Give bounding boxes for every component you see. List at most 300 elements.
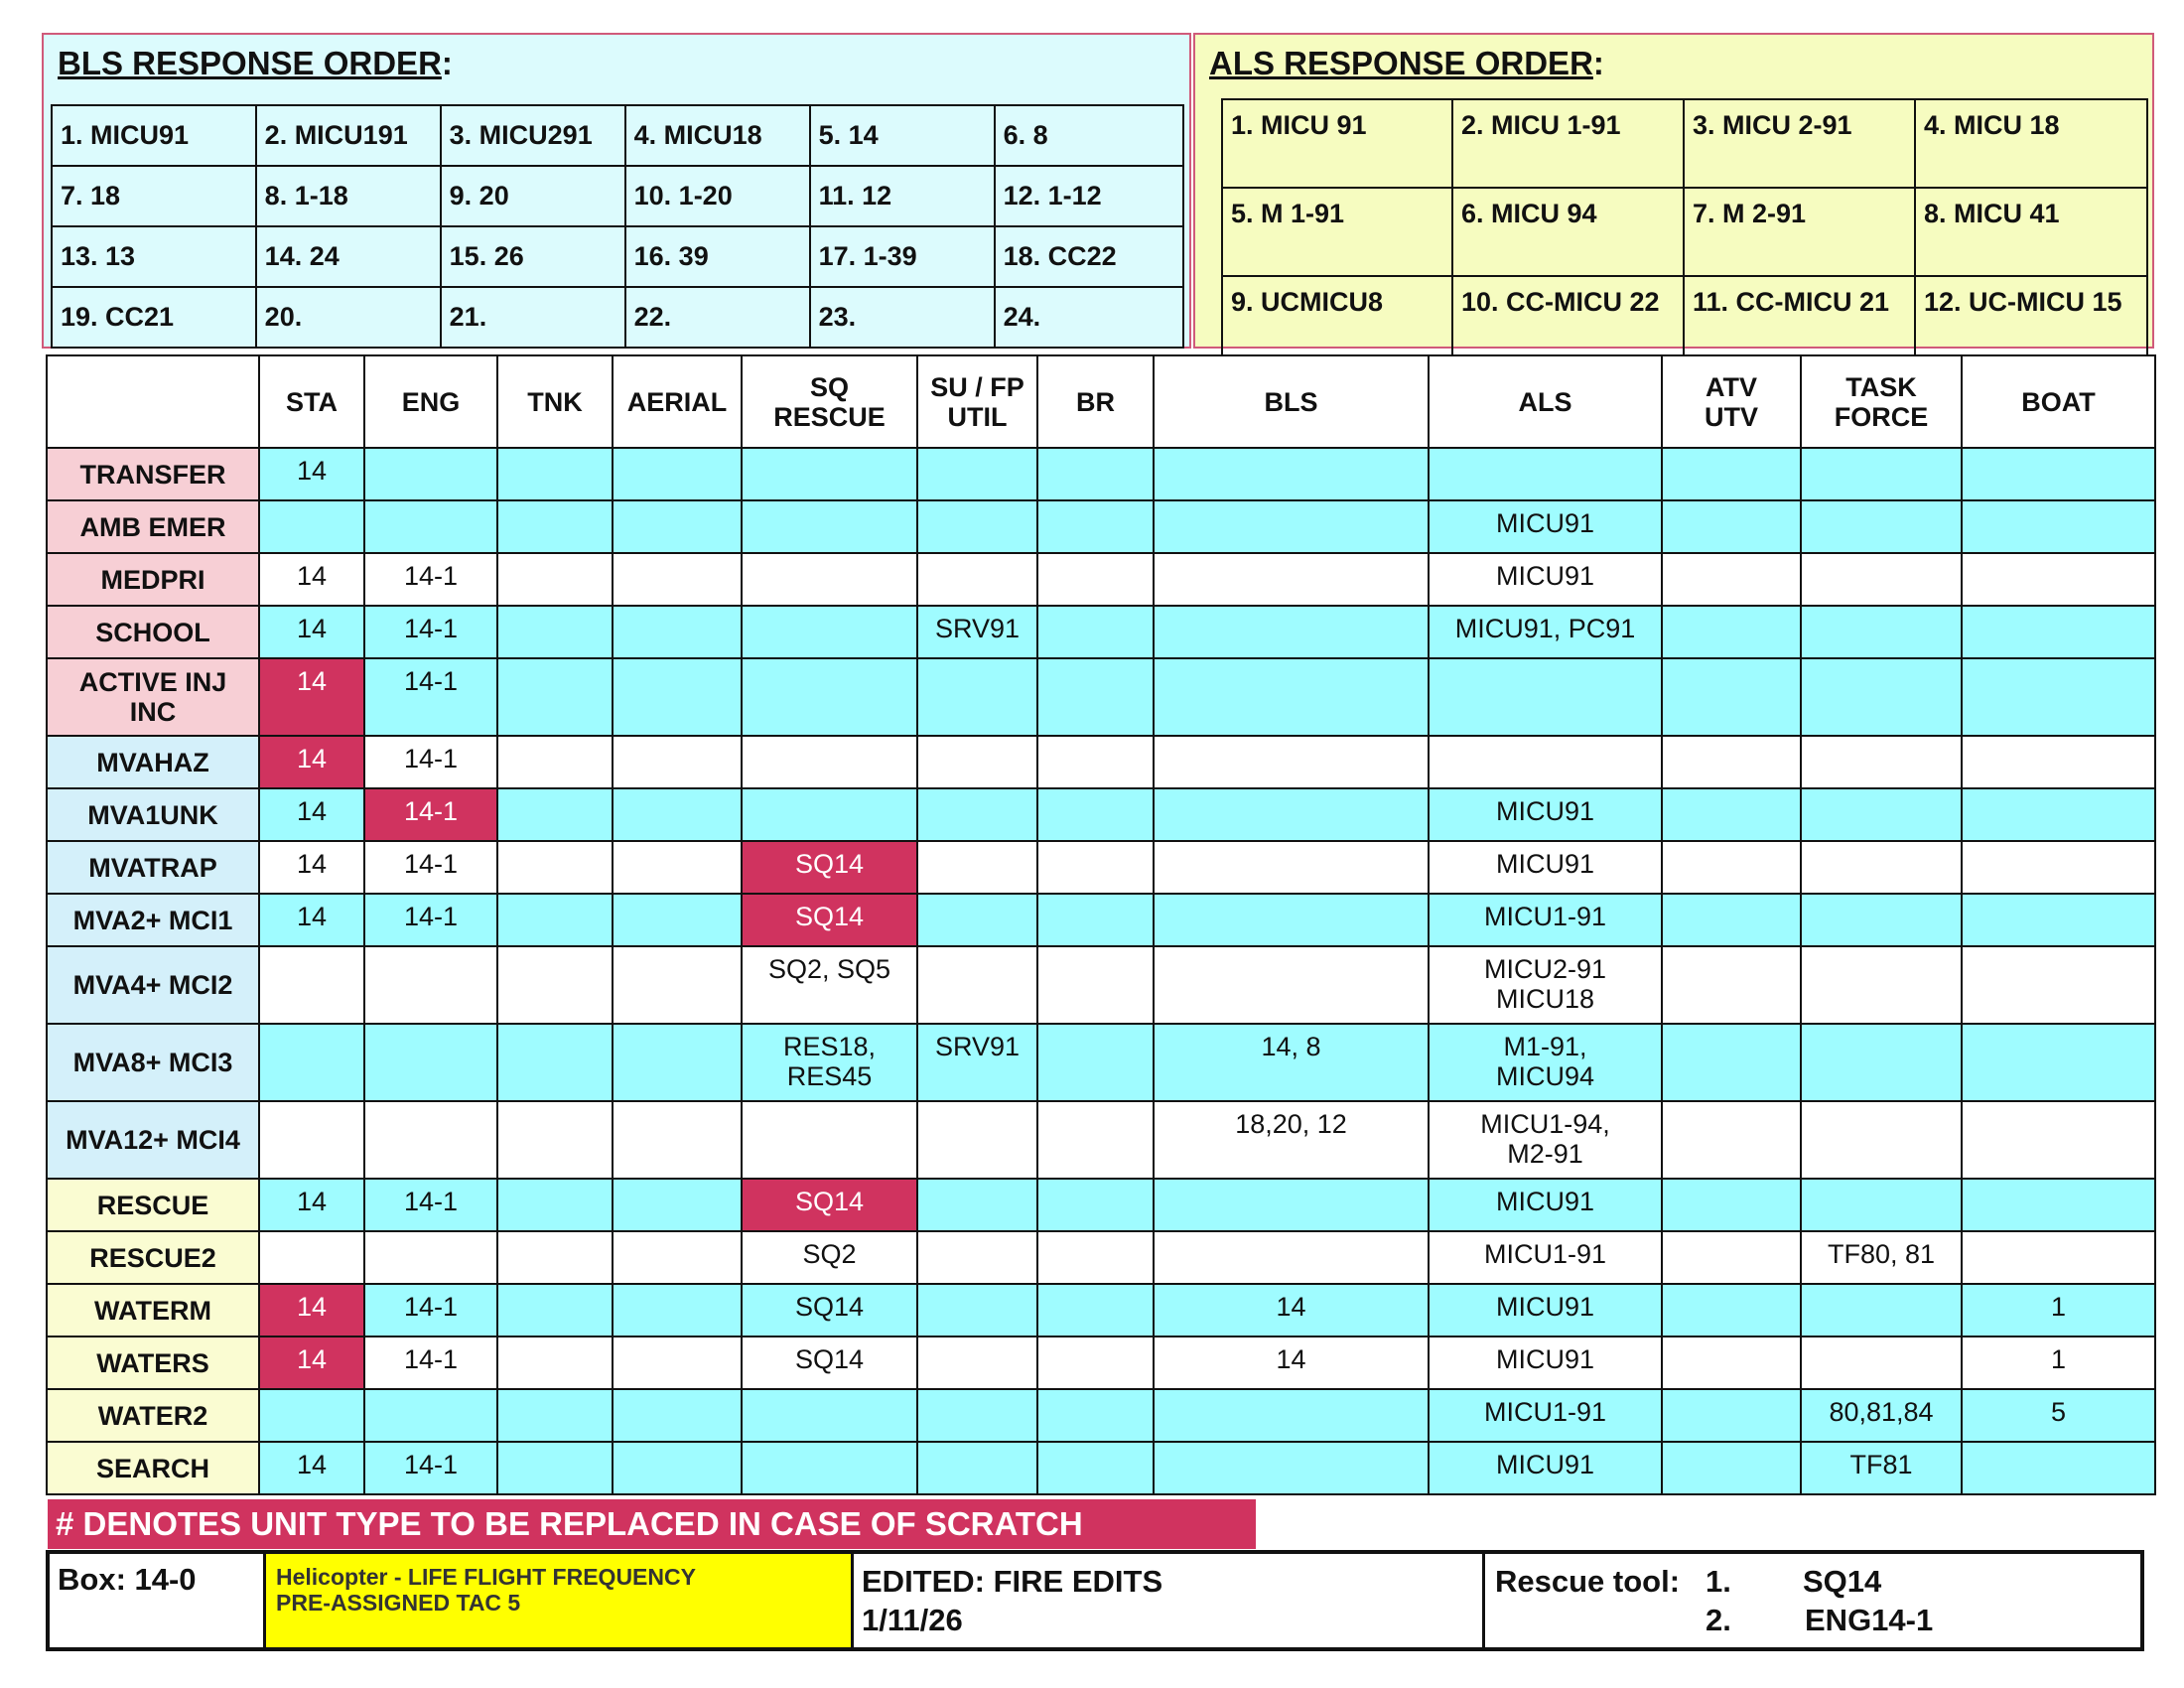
table-cell xyxy=(917,1336,1037,1389)
table-cell xyxy=(1962,1179,2155,1231)
row-label: AMB EMER xyxy=(47,500,259,553)
table-cell: MICU91 xyxy=(1429,841,1662,894)
table-cell xyxy=(1037,946,1154,1024)
bls-order-cell: 11. 12 xyxy=(810,166,995,226)
table-cell xyxy=(1662,1231,1801,1284)
table-cell: TF81 xyxy=(1801,1442,1962,1494)
table-cell xyxy=(917,658,1037,736)
helicopter-line-1: Helicopter - LIFE FLIGHT FREQUENCY xyxy=(276,1564,696,1590)
table-cell xyxy=(1801,788,1962,841)
rescue-tool-1: SQ14 xyxy=(1803,1564,1882,1599)
table-cell xyxy=(497,1024,613,1101)
table-cell: SQ2 xyxy=(742,1231,917,1284)
table-cell xyxy=(917,894,1037,946)
table-cell xyxy=(742,606,917,658)
table-cell: MICU1-91 xyxy=(1429,1231,1662,1284)
edited-line-1: EDITED: FIRE EDITS xyxy=(862,1564,1163,1599)
table-cell xyxy=(1662,1024,1801,1101)
table-cell xyxy=(613,1024,742,1101)
table-cell xyxy=(1962,894,2155,946)
als-order-grid xyxy=(1221,98,2148,365)
table-cell xyxy=(1429,736,1662,788)
table-cell: 14, 8 xyxy=(1154,1024,1429,1101)
table-cell xyxy=(1662,946,1801,1024)
table-cell xyxy=(1154,553,1429,606)
table-cell xyxy=(1662,606,1801,658)
table-cell xyxy=(1962,448,2155,500)
table-cell xyxy=(1037,606,1154,658)
bls-order-row xyxy=(52,105,1183,166)
table-cell xyxy=(497,1284,613,1336)
table-cell xyxy=(1154,1231,1429,1284)
table-cell xyxy=(917,1231,1037,1284)
table-cell: 18,20, 12 xyxy=(1154,1101,1429,1179)
row-label: MVA4+ MCI2 xyxy=(47,946,259,1024)
row-label: ACTIVE INJ INC xyxy=(47,658,259,736)
table-cell xyxy=(1154,788,1429,841)
table-cell xyxy=(1801,553,1962,606)
table-cell xyxy=(613,1389,742,1442)
table-cell xyxy=(259,1101,364,1179)
row-label: MVA1UNK xyxy=(47,788,259,841)
table-cell xyxy=(613,946,742,1024)
table-cell: 14 xyxy=(259,788,364,841)
bls-order-cell: 1. MICU91 xyxy=(52,105,256,166)
bls-order-cell: 2. MICU191 xyxy=(256,105,441,166)
table-cell: 14-1 xyxy=(364,606,497,658)
table-cell xyxy=(1801,448,1962,500)
table-cell xyxy=(1154,448,1429,500)
rescue-tool-2-number: 2. xyxy=(1706,1603,1731,1637)
bls-order-cell: 10. 1-20 xyxy=(625,166,810,226)
table-cell xyxy=(497,1231,613,1284)
table-cell xyxy=(613,1101,742,1179)
table-cell xyxy=(1962,946,2155,1024)
table-cell xyxy=(1962,606,2155,658)
table-cell xyxy=(1037,553,1154,606)
row-label: MVA8+ MCI3 xyxy=(47,1024,259,1101)
als-order-cell: 9. UCMICU8 xyxy=(1222,276,1452,364)
scratch-replace-cell: SQ14 xyxy=(742,1179,917,1231)
als-order-cell: 3. MICU 2-91 xyxy=(1684,99,1915,188)
table-cell: 14-1 xyxy=(364,841,497,894)
bls-response-order-panel xyxy=(42,33,1191,349)
corner-header xyxy=(47,355,259,448)
table-cell: 14-1 xyxy=(364,1442,497,1494)
table-cell xyxy=(497,946,613,1024)
table-cell xyxy=(497,1101,613,1179)
table-cell: SQ14 xyxy=(742,1284,917,1336)
table-cell xyxy=(1154,658,1429,736)
table-cell xyxy=(497,448,613,500)
table-cell xyxy=(364,1389,497,1442)
table-cell xyxy=(1037,1024,1154,1101)
table-cell xyxy=(742,1442,917,1494)
table-cell xyxy=(742,736,917,788)
table-row xyxy=(47,1101,2155,1179)
table-cell: 1 xyxy=(1962,1336,2155,1389)
table-cell xyxy=(1037,1442,1154,1494)
table-cell xyxy=(917,1442,1037,1494)
table-cell xyxy=(1037,1336,1154,1389)
table-cell: 14 xyxy=(259,894,364,946)
table-cell xyxy=(497,500,613,553)
table-cell xyxy=(497,788,613,841)
als-order-cell: 5. M 1-91 xyxy=(1222,188,1452,276)
als-order-cell: 8. MICU 41 xyxy=(1915,188,2147,276)
table-row xyxy=(47,736,2155,788)
table-cell xyxy=(497,1389,613,1442)
table-cell: MICU91, PC91 xyxy=(1429,606,1662,658)
bls-order-cell: 19. CC21 xyxy=(52,287,256,348)
table-cell xyxy=(1154,1389,1429,1442)
table-cell xyxy=(613,606,742,658)
table-cell xyxy=(613,736,742,788)
table-cell xyxy=(1801,606,1962,658)
table-cell xyxy=(917,788,1037,841)
row-label: SCHOOL xyxy=(47,606,259,658)
table-cell: MICU91 xyxy=(1429,1442,1662,1494)
table-cell xyxy=(613,841,742,894)
bls-order-cell: 18. CC22 xyxy=(995,226,1183,287)
table-cell xyxy=(1962,500,2155,553)
table-cell xyxy=(1037,500,1154,553)
table-cell: 14-1 xyxy=(364,736,497,788)
als-order-cell: 1. MICU 91 xyxy=(1222,99,1452,188)
table-cell xyxy=(1154,894,1429,946)
rescue-tool-info xyxy=(1485,1554,2140,1647)
table-cell xyxy=(1037,448,1154,500)
table-cell xyxy=(742,788,917,841)
table-row xyxy=(47,1336,2155,1389)
table-cell xyxy=(1037,1284,1154,1336)
table-cell xyxy=(1154,606,1429,658)
bls-order-cell: 12. 1-12 xyxy=(995,166,1183,226)
table-cell: M1-91, MICU94 xyxy=(1429,1024,1662,1101)
table-row xyxy=(47,448,2155,500)
row-label: MVA12+ MCI4 xyxy=(47,1101,259,1179)
table-cell xyxy=(1962,658,2155,736)
bls-order-cell: 21. xyxy=(441,287,625,348)
table-cell: 14-1 xyxy=(364,658,497,736)
column-header: STA xyxy=(259,355,364,448)
bls-order-cell: 7. 18 xyxy=(52,166,256,226)
table-row xyxy=(47,1389,2155,1442)
scratch-replace-cell: SQ14 xyxy=(742,841,917,894)
bls-order-cell: 23. xyxy=(810,287,995,348)
row-label: MVATRAP xyxy=(47,841,259,894)
table-cell xyxy=(1801,1179,1962,1231)
edit-info xyxy=(854,1554,1485,1647)
table-cell: TF80, 81 xyxy=(1801,1231,1962,1284)
table-cell xyxy=(497,658,613,736)
row-label: RESCUE xyxy=(47,1179,259,1231)
table-cell: MICU91 xyxy=(1429,788,1662,841)
helicopter-line-2: PRE-ASSIGNED TAC 5 xyxy=(276,1590,521,1616)
table-cell: 5 xyxy=(1962,1389,2155,1442)
table-cell: 14 xyxy=(259,1179,364,1231)
table-cell xyxy=(1037,1179,1154,1231)
row-label: WATERS xyxy=(47,1336,259,1389)
table-cell xyxy=(364,1024,497,1101)
column-header: BOAT xyxy=(1962,355,2155,448)
table-cell xyxy=(613,1336,742,1389)
bls-order-row xyxy=(52,287,1183,348)
table-cell xyxy=(1662,1101,1801,1179)
table-cell xyxy=(259,500,364,553)
table-cell xyxy=(742,448,917,500)
table-cell: MICU91 xyxy=(1429,500,1662,553)
table-cell: MICU91 xyxy=(1429,1179,1662,1231)
column-header: ENG xyxy=(364,355,497,448)
bls-order-cell: 8. 1-18 xyxy=(256,166,441,226)
rescue-tool-1-number: 1. xyxy=(1706,1564,1731,1599)
scratch-replace-cell: 14 xyxy=(259,1284,364,1336)
als-order-cell: 6. MICU 94 xyxy=(1452,188,1684,276)
table-cell: 14 xyxy=(259,1442,364,1494)
table-cell xyxy=(364,1231,497,1284)
table-cell xyxy=(1037,1389,1154,1442)
table-cell xyxy=(259,1389,364,1442)
table-row xyxy=(47,606,2155,658)
als-order-row xyxy=(1222,99,2147,188)
table-row xyxy=(47,788,2155,841)
als-order-cell: 2. MICU 1-91 xyxy=(1452,99,1684,188)
table-cell xyxy=(1662,448,1801,500)
bls-order-cell: 20. xyxy=(256,287,441,348)
table-cell xyxy=(497,1336,613,1389)
table-cell xyxy=(497,894,613,946)
table-cell xyxy=(1962,1024,2155,1101)
table-cell: 14 xyxy=(1154,1284,1429,1336)
table-cell xyxy=(613,1231,742,1284)
table-cell: 14 xyxy=(259,606,364,658)
helicopter-info xyxy=(266,1554,854,1647)
row-label: MVAHAZ xyxy=(47,736,259,788)
table-cell: 14-1 xyxy=(364,894,497,946)
table-cell xyxy=(742,553,917,606)
bls-order-grid xyxy=(51,104,1184,349)
table-cell xyxy=(742,500,917,553)
table-cell xyxy=(1429,658,1662,736)
scratch-replace-cell: SQ14 xyxy=(742,894,917,946)
table-cell xyxy=(1962,1442,2155,1494)
table-row xyxy=(47,1024,2155,1101)
table-cell xyxy=(917,841,1037,894)
table-cell xyxy=(742,1389,917,1442)
column-header: BLS xyxy=(1154,355,1429,448)
table-row xyxy=(47,553,2155,606)
table-cell xyxy=(742,658,917,736)
table-cell: 14-1 xyxy=(364,1336,497,1389)
table-cell xyxy=(1801,1336,1962,1389)
table-cell xyxy=(497,1179,613,1231)
table-cell xyxy=(259,946,364,1024)
bls-order-cell: 5. 14 xyxy=(810,105,995,166)
table-cell: MICU1-94, M2-91 xyxy=(1429,1101,1662,1179)
table-cell xyxy=(497,553,613,606)
scratch-replace-cell: 14 xyxy=(259,1336,364,1389)
als-response-order-panel xyxy=(1193,33,2154,349)
table-cell xyxy=(613,658,742,736)
bls-order-cell: 14. 24 xyxy=(256,226,441,287)
table-cell: 14-1 xyxy=(364,1179,497,1231)
table-cell xyxy=(613,1284,742,1336)
rescue-tool-label: Rescue tool: xyxy=(1495,1564,1681,1599)
table-cell: RES18, RES45 xyxy=(742,1024,917,1101)
table-cell xyxy=(1662,553,1801,606)
column-header: TASK FORCE xyxy=(1801,355,1962,448)
table-cell xyxy=(1962,1231,2155,1284)
als-order-row xyxy=(1222,188,2147,276)
table-cell xyxy=(917,946,1037,1024)
table-cell: 14 xyxy=(259,841,364,894)
table-cell xyxy=(1962,553,2155,606)
edited-line-2: 1/11/26 xyxy=(862,1603,963,1637)
table-cell: MICU91 xyxy=(1429,1284,1662,1336)
column-header: BR xyxy=(1037,355,1154,448)
row-label: MEDPRI xyxy=(47,553,259,606)
bls-order-cell: 24. xyxy=(995,287,1183,348)
table-cell xyxy=(917,1284,1037,1336)
table-cell xyxy=(1801,658,1962,736)
scratch-replace-cell: 14 xyxy=(259,658,364,736)
bls-order-row xyxy=(52,166,1183,226)
table-row xyxy=(47,1231,2155,1284)
scratch-replace-cell: 14-1 xyxy=(364,788,497,841)
bls-order-cell: 13. 13 xyxy=(52,226,256,287)
column-header: AERIAL xyxy=(613,355,742,448)
row-label: TRANSFER xyxy=(47,448,259,500)
table-row xyxy=(47,894,2155,946)
table-cell xyxy=(613,788,742,841)
table-cell xyxy=(1801,736,1962,788)
table-cell xyxy=(1962,841,2155,894)
table-cell xyxy=(1037,1231,1154,1284)
bls-order-cell: 6. 8 xyxy=(995,105,1183,166)
table-cell xyxy=(364,500,497,553)
scratch-replace-cell: 14 xyxy=(259,736,364,788)
als-order-cell: 7. M 2-91 xyxy=(1684,188,1915,276)
table-cell xyxy=(1662,1284,1801,1336)
table-cell xyxy=(1962,788,2155,841)
table-cell xyxy=(917,1101,1037,1179)
table-cell xyxy=(1801,1101,1962,1179)
table-cell xyxy=(1662,1179,1801,1231)
footer-info xyxy=(46,1550,2144,1651)
table-cell xyxy=(497,1442,613,1494)
column-header: SQ RESCUE xyxy=(742,355,917,448)
als-order-cell: 10. CC-MICU 22 xyxy=(1452,276,1684,364)
bls-order-cell: 4. MICU18 xyxy=(625,105,810,166)
table-cell xyxy=(1037,841,1154,894)
table-cell xyxy=(1662,1442,1801,1494)
table-cell xyxy=(1037,1101,1154,1179)
table-cell xyxy=(1801,894,1962,946)
als-order-row xyxy=(1222,276,2147,364)
table-cell xyxy=(1037,736,1154,788)
table-cell xyxy=(364,448,497,500)
row-label: RESCUE2 xyxy=(47,1231,259,1284)
table-cell xyxy=(613,1179,742,1231)
row-label: WATERM xyxy=(47,1284,259,1336)
als-order-cell: 12. UC-MICU 15 xyxy=(1915,276,2147,364)
table-cell xyxy=(364,1101,497,1179)
bls-order-row xyxy=(52,226,1183,287)
table-cell xyxy=(1801,841,1962,894)
table-cell xyxy=(1154,841,1429,894)
table-cell: 14-1 xyxy=(364,1284,497,1336)
table-cell: 14 xyxy=(259,448,364,500)
column-header: ALS xyxy=(1429,355,1662,448)
table-cell: SQ14 xyxy=(742,1336,917,1389)
table-cell: 14 xyxy=(259,553,364,606)
table-cell xyxy=(364,946,497,1024)
table-cell xyxy=(917,1389,1037,1442)
table-cell xyxy=(742,1101,917,1179)
table-cell: 14 xyxy=(1154,1336,1429,1389)
table-cell xyxy=(917,553,1037,606)
table-row xyxy=(47,500,2155,553)
als-order-cell: 4. MICU 18 xyxy=(1915,99,2147,188)
table-cell: SQ2, SQ5 xyxy=(742,946,917,1024)
table-cell: 1 xyxy=(1962,1284,2155,1336)
table-cell: MICU1-91 xyxy=(1429,1389,1662,1442)
bls-order-cell: 15. 26 xyxy=(441,226,625,287)
table-cell xyxy=(613,553,742,606)
table-cell: MICU2-91 MICU18 xyxy=(1429,946,1662,1024)
table-cell xyxy=(1662,894,1801,946)
dispatch-assignment-table xyxy=(46,354,2156,1495)
table-cell: SRV91 xyxy=(917,606,1037,658)
table-cell xyxy=(613,1442,742,1494)
table-cell xyxy=(1037,788,1154,841)
table-row xyxy=(47,1179,2155,1231)
table-cell xyxy=(1801,1024,1962,1101)
table-cell xyxy=(497,736,613,788)
table-cell: 80,81,84 xyxy=(1801,1389,1962,1442)
table-cell xyxy=(1037,658,1154,736)
table-cell xyxy=(1962,1101,2155,1179)
column-header: SU / FP UTIL xyxy=(917,355,1037,448)
row-label: MVA2+ MCI1 xyxy=(47,894,259,946)
column-header: ATV UTV xyxy=(1662,355,1801,448)
table-cell: 14-1 xyxy=(364,553,497,606)
table-cell xyxy=(1154,736,1429,788)
table-cell: MICU1-91 xyxy=(1429,894,1662,946)
table-cell xyxy=(497,841,613,894)
table-cell xyxy=(1154,946,1429,1024)
table-cell xyxy=(1154,1179,1429,1231)
table-cell xyxy=(917,448,1037,500)
table-cell xyxy=(613,500,742,553)
table-cell xyxy=(259,1024,364,1101)
table-cell xyxy=(613,894,742,946)
table-row xyxy=(47,1284,2155,1336)
row-label: SEARCH xyxy=(47,1442,259,1494)
table-cell xyxy=(1662,500,1801,553)
table-row xyxy=(47,1442,2155,1494)
column-header: TNK xyxy=(497,355,613,448)
table-cell xyxy=(917,500,1037,553)
bls-order-cell: 22. xyxy=(625,287,810,348)
table-cell: MICU91 xyxy=(1429,553,1662,606)
table-cell: SRV91 xyxy=(917,1024,1037,1101)
table-cell xyxy=(1962,736,2155,788)
als-order-cell: 11. CC-MICU 21 xyxy=(1684,276,1915,364)
table-cell xyxy=(1801,946,1962,1024)
bls-order-title: BLS RESPONSE ORDER: xyxy=(58,45,453,81)
